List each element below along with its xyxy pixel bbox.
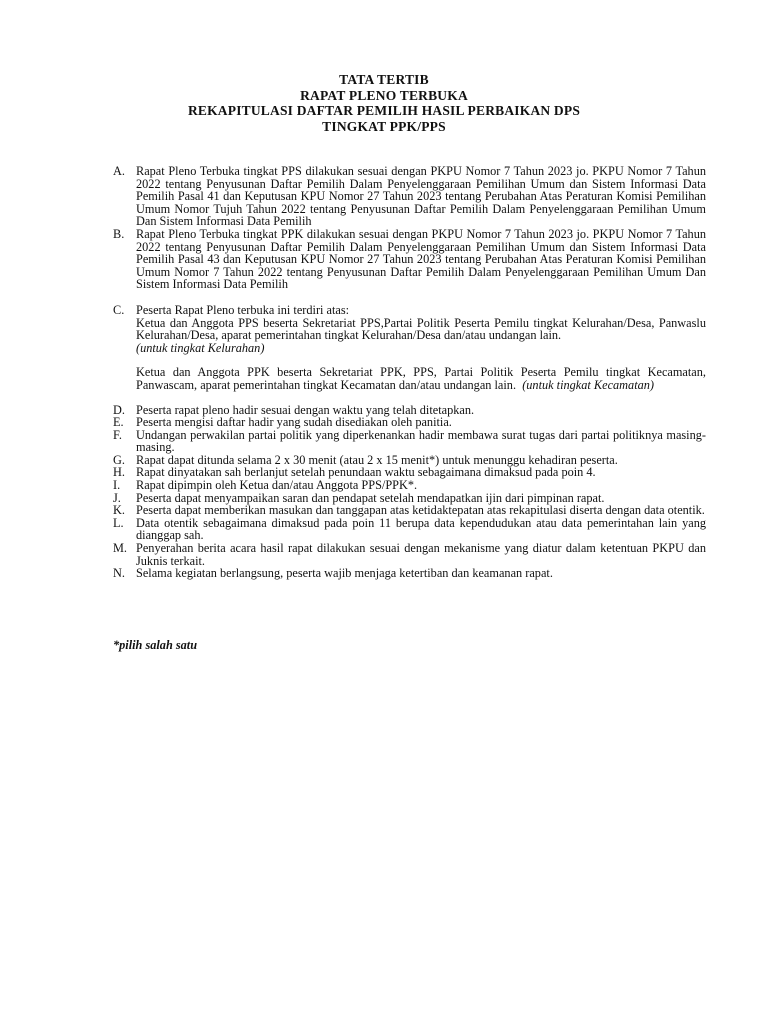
list-item-m xyxy=(113,542,706,567)
item-marker: L. xyxy=(113,515,124,530)
item-text: Rapat dinyatakan sah berlanjut setelah penundaan waktu sebagaimana dimaksud pada poin 4. xyxy=(136,465,596,480)
item-marker: G. xyxy=(113,452,125,467)
item-marker: B. xyxy=(113,226,125,241)
item-text: Peserta Rapat Pleno terbuka ini terdiri atas: xyxy=(136,302,350,317)
item-text: Selama kegiatan berlangsung, peserta wajib menjaga ketertiban dan keamanan rapat. xyxy=(136,566,553,581)
title-line-4: TINGKAT PPK/PPS xyxy=(322,118,446,134)
list-item-n xyxy=(113,567,706,580)
item-marker: I. xyxy=(113,478,121,493)
item-marker: F. xyxy=(113,427,122,442)
item-marker: D. xyxy=(113,402,125,417)
item-marker: M. xyxy=(113,541,128,556)
kecamatan-note: (untuk tingkat Kecamatan) xyxy=(522,377,655,392)
item-marker: J. xyxy=(113,490,121,505)
list-item-c xyxy=(113,304,706,392)
item-marker: E. xyxy=(113,415,124,430)
title-line-3: REKAPITULASI DAFTAR PEMILIH HASIL PERBAIKAN DPS xyxy=(187,103,581,118)
list-item-a xyxy=(113,165,706,228)
list-item-e xyxy=(113,416,706,429)
item-text: Rapat Pleno Terbuka tingkat PPK dilakukan sesuai dengan PKPU Nomor 7 Tahun 2023 jo. PKPU Nomor 7 Tahun 2022 tentang Penyusunan Daftar Pemilih Dalam Penyelenggaraan Pemilihan Umum dan Sistem Informasi Data Pemilih Pasal 43 dan Keputusan KPU Nomor 27 Tahun 2023 tentang Perubahan Atas Peraturan Komisi Pemilihan Umum Nomor 7 Tahun 2022 tentang Penyusunan Daftar Pemilih Dalam Penyelenggaraan Pemilihan Umum Dan Sistem Informasi Data Pemilih xyxy=(136,226,706,292)
participants-kecamatan-text: Ketua dan Anggota PPK beserta Sekretariat PPK, PPS, Partai Politik Peserta Pemilu tingkat Kecamatan, Panwascam, aparat pemerintahan tingkat Kecamatan dan/atau undangan lain. xyxy=(136,365,706,392)
item-marker: K. xyxy=(113,503,125,518)
kelurahan-note: (untuk tingkat Kelurahan) xyxy=(136,340,265,355)
item-marker: A. xyxy=(113,164,125,178)
list-item-i xyxy=(113,479,706,492)
document-title xyxy=(0,72,768,134)
list-item-f xyxy=(113,429,706,454)
title-line-1: TATA TERTIB xyxy=(339,72,429,87)
item-text: Penyerahan berita acara hasil rapat dilakukan sesuai dengan mekanisme yang diatur dalam ketentuan PKPU dan Juknis terkait. xyxy=(136,541,706,568)
participants-kecamatan xyxy=(136,366,706,391)
list-item-l xyxy=(113,517,706,542)
list-item-b xyxy=(113,228,706,291)
item-marker: H. xyxy=(113,465,125,480)
item-text: Peserta dapat menyampaikan saran dan pendapat setelah mendapatkan ijin dari pimpinan rapat. xyxy=(136,490,605,505)
item-marker: N. xyxy=(113,566,125,581)
title-line-2: RAPAT PLENO TERBUKA xyxy=(300,87,468,103)
item-text: Data otentik sebagaimana dimaksud pada poin 11 berupa data kependudukan atau data pemerintahan lain yang dianggap sah. xyxy=(136,515,706,543)
item-text: Peserta dapat memberikan masukan dan tanggapan atas ketidaktepatan atas rekapitulasi diserta dengan data otentik. xyxy=(136,503,705,518)
list-item-k xyxy=(113,504,706,517)
participants-kelurahan xyxy=(136,317,706,355)
item-text: Rapat dapat ditunda selama 2 x 30 menit (atau 2 x 15 menit*) untuk menunggu kehadiran peserta. xyxy=(136,452,618,467)
item-marker: C. xyxy=(113,302,125,317)
item-text: Rapat Pleno Terbuka tingkat PPS dilakukan sesuai dengan PKPU Nomor 7 Tahun 2023 jo. PKPU Nomor 7 Tahun 2022 tentang Penyusunan Daftar Pemilih Dalam Penyelenggaraan Pemilihan Umum dan Sistem Informasi Data Pemilih Pasal 41 dan Keputusan KPU Nomor 27 Tahun 2023 tentang Perubahan Atas Peraturan Komisi Pemilihan Umum Nomor Tujuh Tahun 2022 tentang Penyusunan Daftar Pemilih Dalam Penyelenggaraan Pemilihan Umum Dan Sistem Informasi Data Pemilih xyxy=(136,164,706,229)
rules-list xyxy=(113,165,706,580)
item-text: Rapat dipimpin oleh Ketua dan/atau Anggota PPS/PPK*. xyxy=(136,478,418,493)
footnote: *pilih salah satu xyxy=(113,638,198,652)
item-text: Undangan perwakilan partai politik yang diperkenankan hadir membawa surat tugas dari partai politiknya masing-masing. xyxy=(136,427,706,455)
item-text: Peserta mengisi daftar hadir yang sudah disediakan oleh panitia. xyxy=(136,415,452,430)
participants-kelurahan-text: Ketua dan Anggota PPS beserta Sekretariat PPS,Partai Politik Peserta Pemilu tingkat Kelurahan/Desa, Panwaslu Kelurahan/Desa, aparat pemerintahan tingkat Kelurahan/Desa dan/atau undangan lain. xyxy=(136,315,706,343)
item-text: Peserta rapat pleno hadir sesuai dengan waktu yang telah ditetapkan. xyxy=(136,402,475,417)
